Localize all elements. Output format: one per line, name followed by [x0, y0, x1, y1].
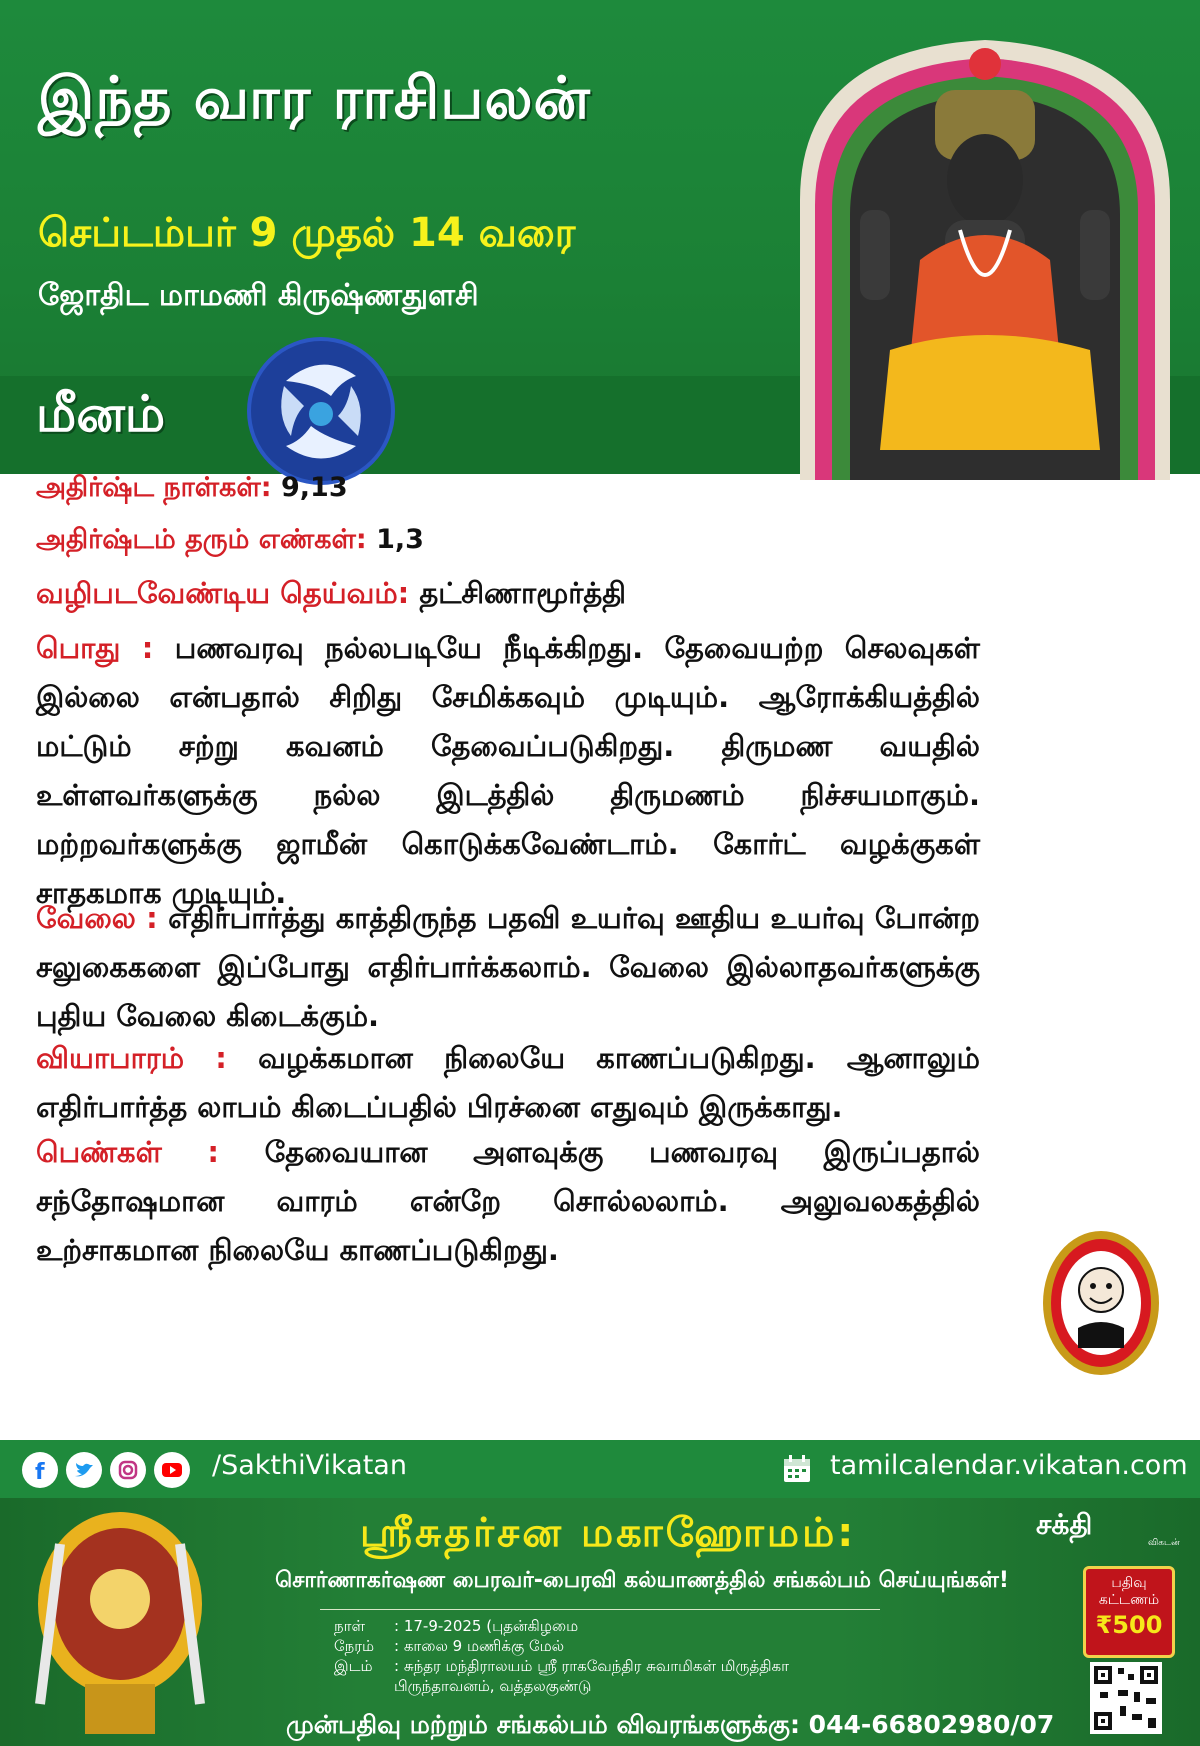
section-general [36, 624, 980, 918]
facebook-icon[interactable] [22, 1452, 58, 1488]
lucky-numbers-value: 1,3 [376, 524, 424, 555]
qr-code[interactable] [1090, 1662, 1162, 1734]
sakthi-vikatan-logo: சக்தி [1036, 1508, 1093, 1541]
section-women-label: பெண்கள் : [36, 1135, 220, 1169]
date-range: செப்டம்பர் 9 முதல் 14 வரை [38, 210, 576, 256]
section-general-text: பணவரவு நல்லபடியே நீடிக்கிறது. தேவையற்ற செலவுகள் இல்லை என்பதால் சிறிது சேமிக்கவும் முடியும். ஆரோக்கியத்தில் மட்டும் சற்று கவனம் தேவைப்படுகிறது. திருமண வயதில் உள்ளவர்களுக்கு நல்ல இடத்தில் திருமணம் நிச்சயமாகும். மற்றவர்களுக்கு ஜாமீன் கொடுக்கவேண்டாம். கோர்ட் வழக்குகள் சாதகமாக முடியும். [36, 631, 980, 910]
calendar-icon [782, 1454, 812, 1484]
section-business-label: வியாபாரம் : [36, 1041, 227, 1075]
deity-label: வழிபடவேண்டிய தெய்வம்: [36, 576, 410, 610]
twitter-icon[interactable] [66, 1452, 102, 1488]
pisces-fish-emblem [246, 336, 396, 486]
section-work-text: எதிர்பார்த்து காத்திருந்த பதவி உயர்வு ஊதிய உயர்வு போன்ற சலுகைகளை இப்போது எதிர்பார்க்கலாம். வேலை இல்லாதவர்களுக்கு புதிய வேலை கிடைக்கும். [36, 901, 980, 1033]
sakthi-vikatan-sub: விகடன் [1148, 1538, 1180, 1548]
social-handle[interactable]: /SakthiVikatan [212, 1450, 407, 1481]
section-work-label: வேலை : [36, 901, 158, 935]
promo-subtitle: சொர்ணாகர்ஷண பைரவர்-பைரவி கல்யாணத்தில் சங்கல்பம் செய்யுங்கள்! [275, 1568, 1009, 1593]
author-name: ஜோதிட மாமணி கிருஷ்ணதுளசி [38, 278, 479, 313]
section-business [36, 1034, 980, 1132]
booking-phone: முன்பதிவு மற்றும் சங்கல்பம் விவரங்களுக்கு: 044-66802980/07 [286, 1710, 1055, 1739]
youtube-icon[interactable] [154, 1452, 190, 1488]
lucky-days-value: 9,13 [280, 472, 348, 503]
fee-label: பதிவு கட்டணம் [1098, 1575, 1160, 1608]
vikatan-mascot-logo [1040, 1228, 1162, 1378]
promo-divider [320, 1609, 880, 1610]
svg-text:f: f [35, 1460, 45, 1485]
lucky-numbers-row [36, 524, 424, 559]
zodiac-sign-name: மீனம் [36, 385, 166, 443]
section-women-text: தேவையான அளவுக்கு பணவரவு இருப்பதால் சந்தோஷமான வாரம் என்றே சொல்லலாம். அலுவலகத்தில் உற்சாகமான நிலையே காணப்படுகிறது. [36, 1135, 980, 1267]
lucky-days-label: அதிர்ஷ்ட நாள்கள்: [36, 472, 272, 503]
promo-title: ஸ்ரீசுதர்சன மகாஹோமம்: [360, 1510, 857, 1556]
dakshinamurthy-deity-image [770, 30, 1200, 480]
detail-date: நாள் : 17-9-2025 (புதன்கிழமை [334, 1617, 579, 1635]
section-women [36, 1128, 980, 1275]
detail-venue-cont: பிருந்தாவனம், வத்தலகுண்டு [394, 1677, 592, 1695]
fee-amount: ₹500 [1095, 1611, 1163, 1639]
lucky-days-row [36, 472, 348, 507]
lucky-numbers-label: அதிர்ஷ்டம் தரும் எண்கள்: [36, 524, 367, 555]
section-general-label: பொது : [36, 631, 154, 665]
detail-venue: இடம் : சுந்தர மந்திராலயம் ஸ்ரீ ராகவேந்திர சுவாமிகள் மிருத்திகா [334, 1657, 789, 1675]
registration-fee-badge [1083, 1566, 1175, 1658]
section-business-text: வழக்கமான நிலையே காணப்படுகிறது. ஆனாலும் எதிர்பார்த்த லாபம் கிடைப்பதில் பிரச்னை எதுவும் இருக்காது. [36, 1041, 980, 1124]
website-link[interactable]: tamilcalendar.vikatan.com [830, 1450, 1188, 1481]
detail-time: நேரம் : காலை 9 மணிக்கு மேல் [334, 1637, 565, 1655]
instagram-icon[interactable] [110, 1452, 146, 1488]
section-work [36, 894, 980, 1041]
page-title: இந்த வார ராசிபலன் [38, 64, 591, 132]
deity-row [36, 576, 626, 614]
deity-value: தட்சிணாமூர்த்தி [419, 576, 627, 610]
sudarshana-deity-image [30, 1504, 210, 1740]
